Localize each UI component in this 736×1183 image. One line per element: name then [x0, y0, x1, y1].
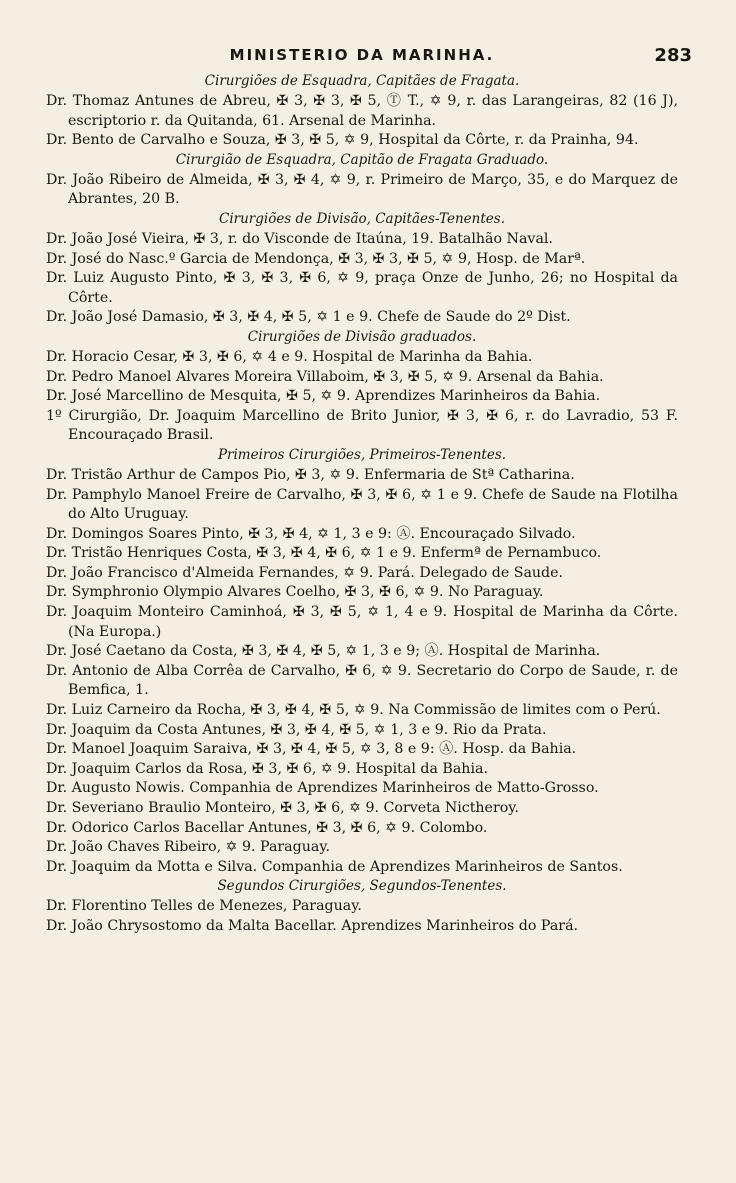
directory-entry: Dr. João José Damasio, ✠ 3, ✠ 4, ✠ 5, ✡ 1 e 9. Chefe de Saude do 2º Dist. — [46, 309, 571, 326]
directory-entry: Dr. Pamphylo Manoel Freire de Carvalho, ✠ 3, ✠ 6, ✡ 1 e 9. Chefe de Saude na Flotilha do Alto Uruguay. — [46, 486, 678, 523]
directory-entry: Dr. Florentino Telles de Menezes, Paraguay. — [46, 898, 362, 915]
directory-entry: Dr. Joaquim da Costa Antunes, ✠ 3, ✠ 4, ✠ 5, ✡ 1, 3 e 9. Rio da Prata. — [46, 721, 547, 738]
directory-entry: Dr. Joaquim Monteiro Caminhoá, ✠ 3, ✠ 5, ✡ 1, 4 e 9. Hospital de Marinha da Côrte. (Na Europa.) — [46, 604, 678, 640]
directory-entry: Dr. Odorico Carlos Bacellar Antunes, ✠ 3, ✠ 6, ✡ 9. Colombo. — [46, 819, 488, 836]
directory-entry: Dr. Luiz Carneiro da Rocha, ✠ 3, ✠ 4, ✠ 5, ✡ 9. Na Commissão de limites com o Perú. — [46, 702, 661, 719]
page-header — [46, 45, 692, 68]
directory-entry: Dr. Luiz Augusto Pinto, ✠ 3, ✠ 3, ✠ 6, ✡ 9, praça Onze de Junho, 26; no Hospital da Côrte. — [46, 270, 678, 306]
directory-entry: Dr. José Caetano da Costa, ✠ 3, ✠ 4, ✠ 5, ✡ 1, 3 e 9; Ⓐ. Hospital de Marinha. — [46, 643, 601, 660]
section-heading: Cirurgiões de Divisão, Capitães-Tenentes. — [218, 210, 505, 227]
directory-entry: Dr. José Marcellino de Mesquita, ✠ 5, ✡ 9. Aprendizes Marinheiros da Bahia. — [46, 388, 601, 405]
directory-entry: Dr. Tristão Arthur de Campos Pio, ✠ 3, ✡ 9. Enfermaria de Stª Catharina. — [46, 466, 575, 483]
directory-entry: Dr. Joaquim Carlos da Rosa, ✠ 3, ✠ 6, ✡ 9. Hospital da Bahia. — [46, 760, 488, 777]
document-body — [46, 72, 678, 937]
directory-entry: Dr. Bento de Carvalho e Souza, ✠ 3, ✠ 5, ✡ 9, Hospital da Côrte, r. da Prainha, 94. — [46, 132, 639, 149]
section-heading: Cirurgião de Esquadra, Capitão de Fragata Graduado. — [175, 151, 549, 168]
directory-entry: Dr. João Chrysostomo da Malta Bacellar. Aprendizes Marinheiros do Pará. — [46, 917, 579, 934]
directory-entry: Dr. José do Nasc.º Garcia de Mendonça, ✠ 3, ✠ 3, ✠ 5, ✡ 9, Hosp. de Marª. — [46, 250, 586, 267]
directory-entry: Dr. João Ribeiro de Almeida, ✠ 3, ✠ 4, ✡ 9, r. Primeiro de Março, 35, e do Marquez de Abrantes, 20 B. — [46, 171, 678, 208]
directory-entry: 1º Cirurgião, Dr. Joaquim Marcellino de Brito Junior, ✠ 3, ✠ 6, r. do Lavradio, 53 F. Encouraçado Brasil. — [46, 407, 678, 444]
page-number: 283 — [654, 45, 692, 66]
directory-entry: Dr. Antonio de Alba Corrêa de Carvalho, ✠ 6, ✡ 9. Secretario do Corpo de Saude, r. de Bemfica, 1. — [46, 662, 678, 699]
section-heading: Primeiros Cirurgiões, Primeiros-Tenentes. — [217, 446, 507, 463]
section-heading: Segundos Cirurgiões, Segundos-Tenentes. — [217, 878, 507, 895]
directory-entry: Dr. Joaquim da Motta e Silva. Companhia de Aprendizes Marinheiros de Santos. — [46, 858, 623, 875]
directory-entry: Dr. Horacio Cesar, ✠ 3, ✠ 6, ✡ 4 e 9. Hospital de Marinha da Bahia. — [46, 348, 533, 365]
directory-entry: Dr. Augusto Nowis. Companhia de Aprendizes Marinheiros de Matto-Grosso. — [46, 780, 599, 797]
section-heading: Cirurgiões de Divisão graduados. — [247, 328, 477, 345]
directory-entry: Dr. Manoel Joaquim Saraiva, ✠ 3, ✠ 4, ✠ 5, ✡ 3, 8 e 9: Ⓐ. Hosp. da Bahia. — [46, 741, 577, 758]
directory-entry: Dr. Domingos Soares Pinto, ✠ 3, ✠ 4, ✡ 1, 3 e 9: Ⓐ. Encouraçado Silvado. — [46, 525, 576, 542]
page-title: MINISTERIO DA MARINHA. — [229, 46, 495, 64]
directory-entry: Dr. Symphronio Olympio Alvares Coelho, ✠ 3, ✠ 6, ✡ 9. No Paraguay. — [46, 584, 544, 601]
directory-entry: Dr. Pedro Manoel Alvares Moreira Villaboim, ✠ 3, ✠ 5, ✡ 9. Arsenal da Bahia. — [46, 368, 604, 385]
directory-entry: Dr. João José Vieira, ✠ 3, r. do Visconde de Itaúna, 19. Batalhão Naval. — [46, 230, 553, 247]
directory-entry: Dr. Thomaz Antunes de Abreu, ✠ 3, ✠ 3, ✠ 5, Ⓣ T., ✡ 9, r. das Larangeiras, 82 (16 J), escriptorio r. da Quitanda, 61. Arsenal de Marinha. — [46, 93, 678, 129]
section-heading: Cirurgiões de Esquadra, Capitães de Fragata. — [204, 73, 520, 89]
directory-entry: Dr. Tristão Henriques Costa, ✠ 3, ✠ 4, ✠ 6, ✡ 1 e 9. Enfermª de Pernambuco. — [46, 545, 602, 562]
directory-entry: Dr. João Francisco d'Almeida Fernandes, ✡ 9. Pará. Delegado de Saude. — [46, 564, 564, 581]
directory-entry: Dr. João Chaves Ribeiro, ✡ 9. Paraguay. — [46, 839, 330, 856]
directory-entry: Dr. Severiano Braulio Monteiro, ✠ 3, ✠ 6, ✡ 9. Corveta Nictheroy. — [46, 800, 519, 816]
